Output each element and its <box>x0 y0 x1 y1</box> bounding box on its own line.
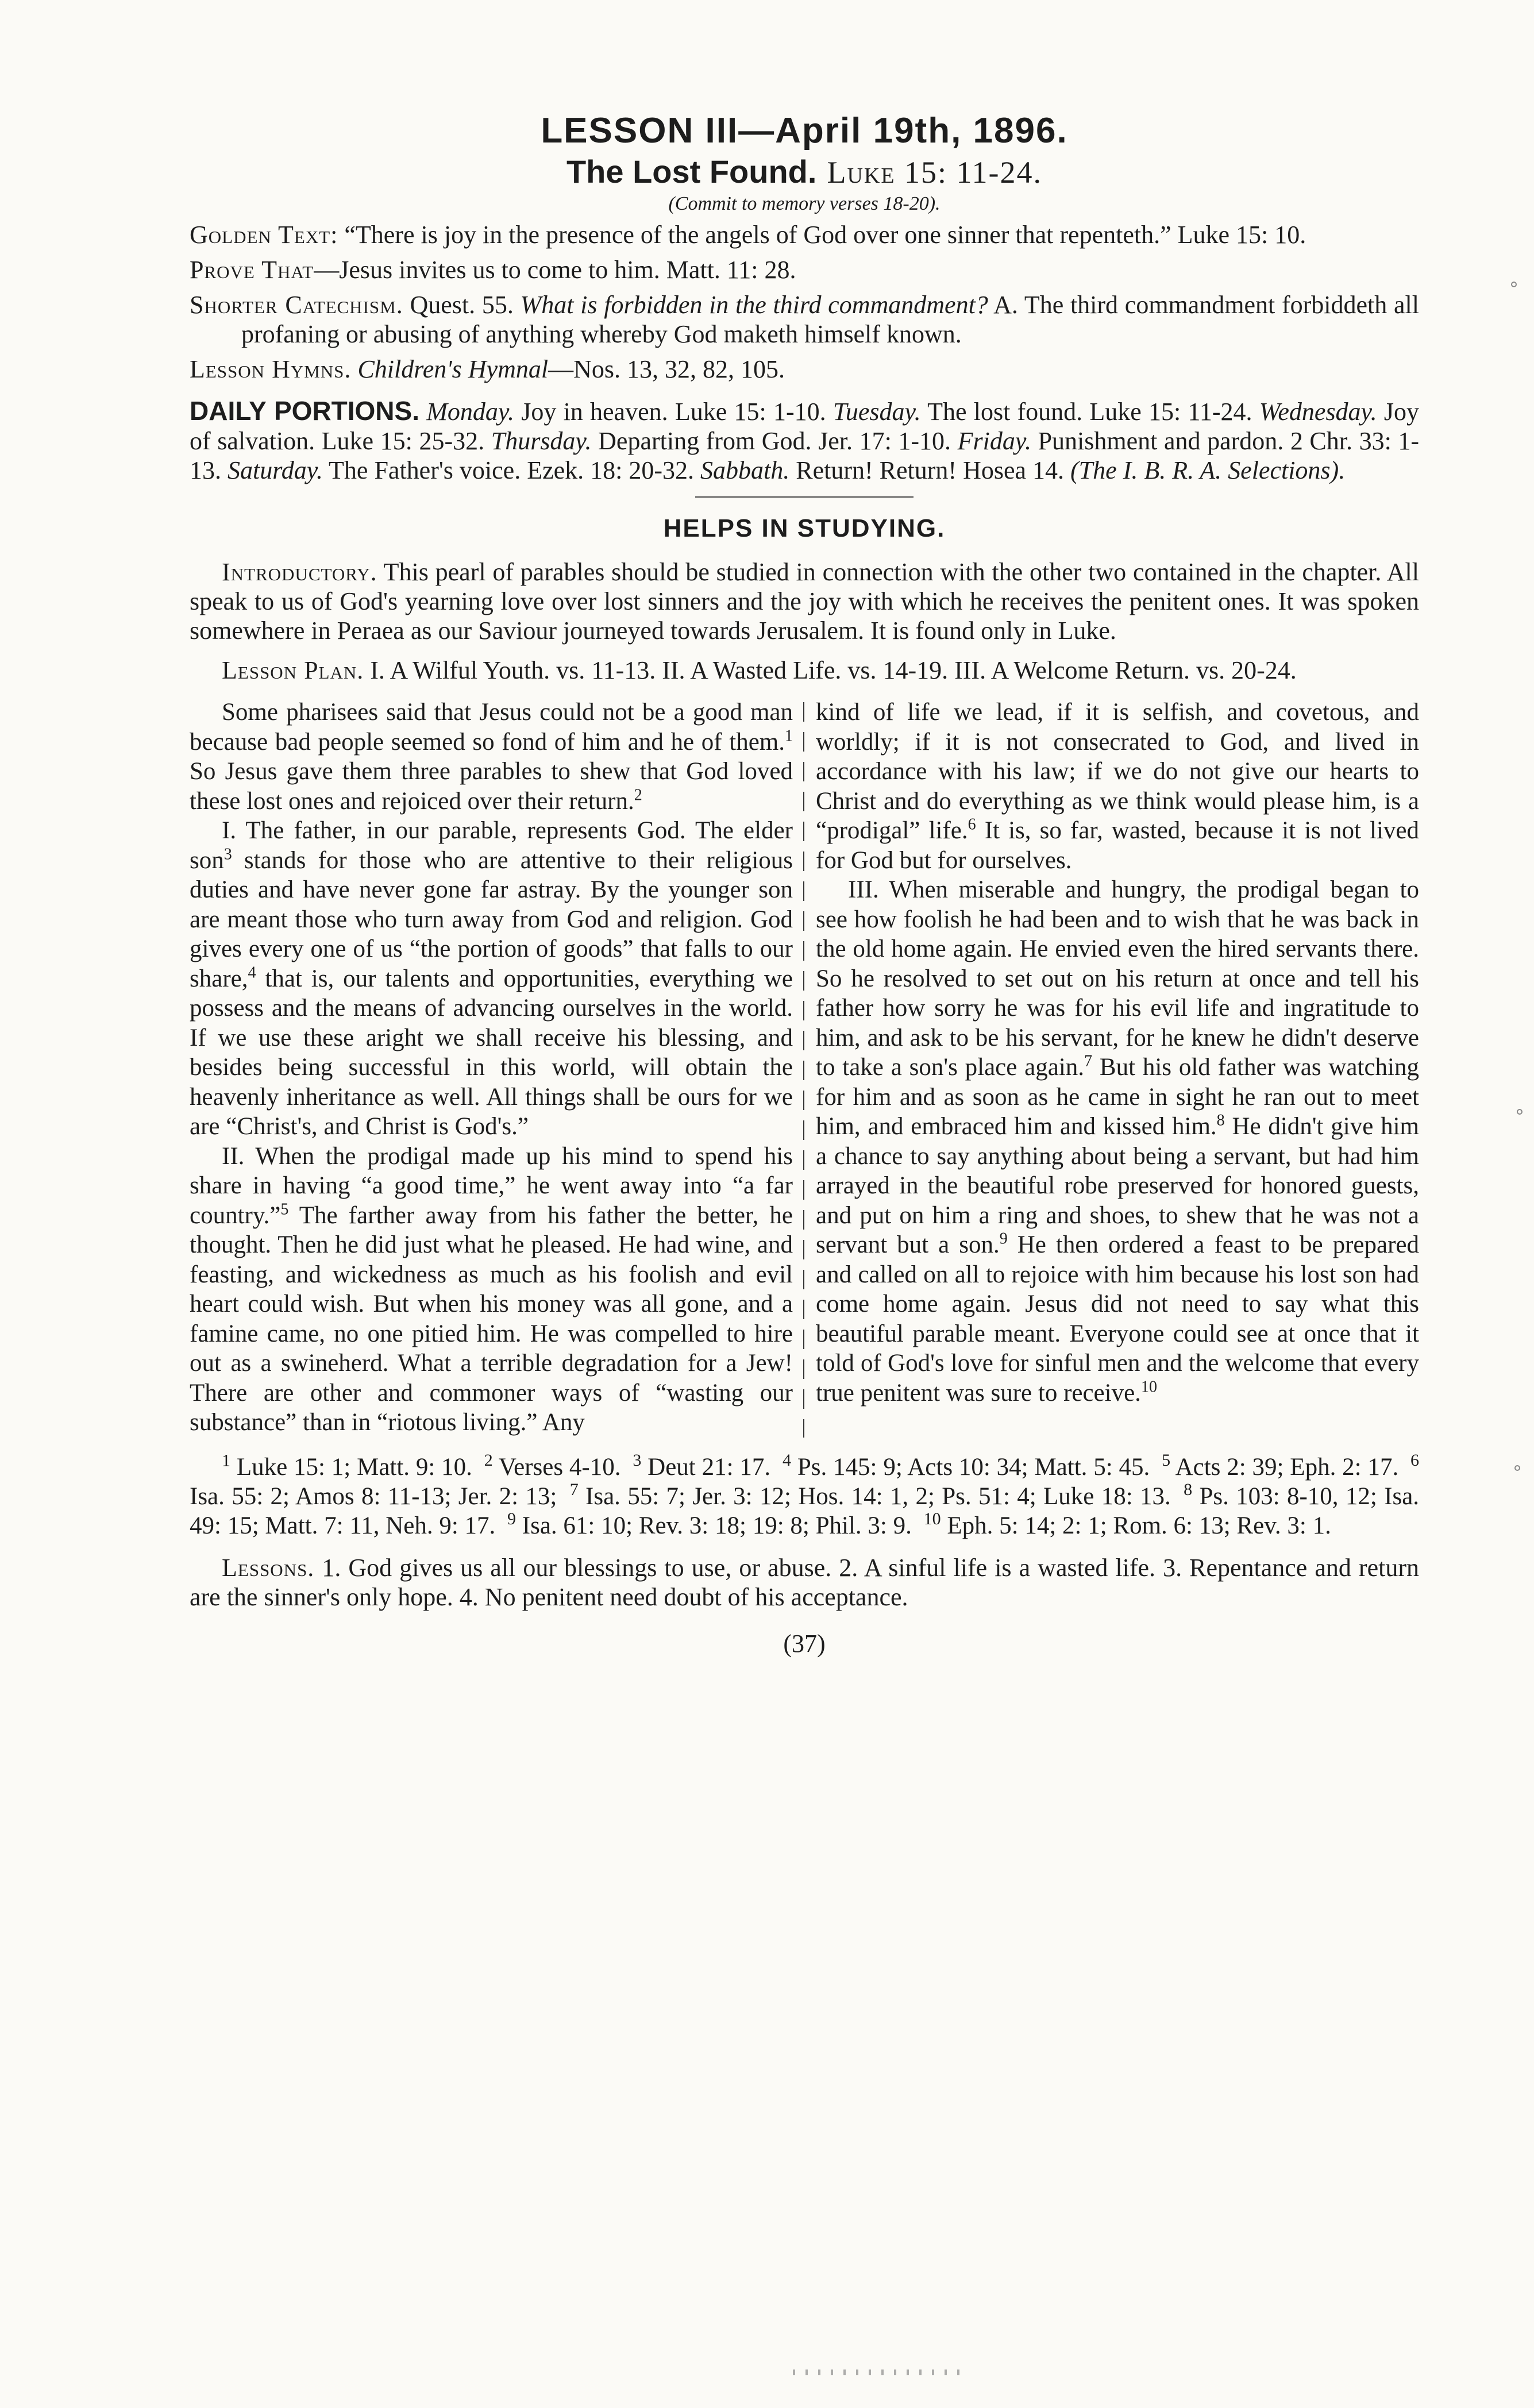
footnote-number: 4 <box>782 1451 791 1470</box>
lessons-label: Lessons. <box>222 1553 315 1582</box>
footnote-ref: 5 <box>280 1200 289 1219</box>
footnote-text: Ps. 145: 9; Acts 10: 34; Matt. 5: 45. <box>797 1453 1150 1481</box>
day-wednesday: Wednesday. <box>1259 398 1377 426</box>
paragraph-text: II. When the prodigal made up his mind to spend his share in having “a good time,” he went away into “a far country.” <box>190 1142 793 1229</box>
margin-speck <box>1511 282 1517 287</box>
lesson-plan <box>190 656 1419 685</box>
footnote-number: 8 <box>1184 1480 1193 1500</box>
footnote-ref: 2 <box>634 786 642 804</box>
paragraph-text: stands for those who are attentive to their religious duties and have never gone far astray. By the younger son are meant those who turn away from God and religion. God gives every one of us “the portion of goods” that falls to our share, <box>190 846 793 992</box>
paragraph-text: He then ordered a feast to be prepared and called on all to rejoice with him because his lost son had come home again. Jesus did not need to say what this beautiful parable meant. Everyone could see at once that it told of God's love for sinful men and the welcome that every true penitent was sure to receive. <box>816 1231 1420 1407</box>
prove-that-label: Prove That <box>190 256 314 284</box>
footnote-text: Isa. 55: 7; Jer. 3: 12; Hos. 14: 1, 2; Ps. 51: 4; Luke 18: 13. <box>585 1482 1171 1510</box>
footnote-number: 3 <box>633 1451 642 1470</box>
footnote-text: Verses 4-10. <box>498 1453 621 1481</box>
prove-that-body: —Jesus invites us to come to him. Matt. 11: 28. <box>314 256 796 284</box>
footnote-ref: 8 <box>1216 1111 1225 1130</box>
lesson-heading: LESSON III—April 19th, 1896. <box>541 111 1068 151</box>
commentary-paragraph <box>816 875 1419 1408</box>
footnote-ref: 7 <box>1084 1052 1093 1070</box>
footnote-text: Eph. 5: 14; 2: 1; Rom. 6: 13; Rev. 3: 1. <box>947 1512 1331 1539</box>
daily-portions-label: DAILY PORTIONS. <box>190 396 419 426</box>
footnote-text: Ps. 103: 8-10, 12; Isa. 49: 15; Matt. 7: 11, Neh. 9: 17. <box>190 1482 1420 1539</box>
margin-speck <box>1517 1109 1523 1115</box>
footnote-number: 6 <box>1410 1451 1420 1470</box>
catechism-question: What is forbidden in the third commandment? <box>520 291 988 319</box>
selections-source: (The I. B. R. A. Selections). <box>1070 456 1346 484</box>
footnote-number: 9 <box>507 1509 517 1529</box>
commentary-paragraph <box>190 1142 793 1438</box>
footnote-text: Deut 21: 17. <box>647 1453 771 1481</box>
monday-reading: Joy in heaven. Luke 15: 1-10. <box>521 398 826 426</box>
catechism-label: Shorter Catechism. <box>190 291 403 319</box>
helps-heading: HELPS IN STUDYING. <box>663 514 946 542</box>
footnote-ref: 10 <box>1140 1378 1157 1396</box>
right-column <box>816 698 1419 1438</box>
catechism-answer: A. The third commandment forbiddeth all profaning or abusing of anything whereby God maketh himself known. <box>241 291 1419 348</box>
thursday-reading: Departing from God. Jer. 17: 1-10. <box>598 427 951 455</box>
scan-specks <box>793 2370 965 2375</box>
day-thursday: Thursday. <box>491 427 592 455</box>
footnote-text: Isa. 61: 10; Rev. 3: 18; 19: 8; Phil. 3: 9. <box>522 1512 912 1539</box>
hymn-numbers: —Nos. 13, 32, 82, 105. <box>548 355 785 383</box>
page-number: (37) <box>783 1629 826 1658</box>
commentary-paragraph <box>190 698 793 816</box>
commentary-columns <box>190 698 1419 1438</box>
paragraph-text: He didn't give him a chance to say anything about being a servant, but had him arrayed in the beautiful robe preserved for honored guests, and put on him a ring and shoes, to shew that he was not a servant but a son. <box>816 1113 1419 1258</box>
introductory <box>190 557 1419 645</box>
paragraph-text: It is, so far, wasted, because it is not lived for God but for ourselves. <box>816 817 1419 874</box>
scripture-reference: Luke 15: 11-24. <box>827 155 1043 190</box>
paragraph-text: But his old father was watching for him and as soon as he came in sight he ran out to meet him, and embraced him and kissed him. <box>816 1054 1419 1140</box>
paragraph-text: The farther away from his father the better, he thought. Then he did just what he pleased. He had wine, and feasting, and wickedness as much as his foolish and evil heart could wish. But when his money was all gone, and a famine came, no one pitied him. He was compelled to hire out as a swineherd. What a terrible degradation for a Jew! There are other and commoner ways of “wasting our substance” than in “riotous living.” Any <box>190 1201 793 1436</box>
footnote-text: Luke 15: 1; Matt. 9: 10. <box>236 1453 472 1481</box>
column-rule <box>803 702 804 1438</box>
tuesday-reading: The lost found. Luke 15: 11-24. <box>927 398 1252 426</box>
prove-that <box>190 255 1419 284</box>
footnote-number: 2 <box>484 1451 493 1470</box>
lesson-plan-body: I. A Wilful Youth. vs. 11-13. II. A Wasted Life. vs. 14-19. III. A Welcome Return. vs. 20-24. <box>370 656 1297 684</box>
lessons <box>190 1553 1419 1612</box>
section-divider <box>695 496 914 498</box>
day-monday: Monday. <box>426 398 514 426</box>
footnote-number: 7 <box>569 1480 579 1500</box>
lessons-body: 1. God gives us all our blessings to use, or abuse. 2. A sinful life is a wasted life. 3. Repentance and return are the sinner's only hope. 4. No penitent need doubt of his acceptance. <box>190 1553 1419 1611</box>
paragraph-text: III. When miserable and hungry, the prodigal began to see how foolish he had been and to wish that he was back in the old home again. He envied even the hired servants there. So he resolved to set out on his return at once and tell his father how sorry he was for his evil life and ingratitude to him, and ask to be his servant, for he knew he didn't deserve to take a son's place again. <box>816 876 1419 1081</box>
day-tuesday: Tuesday. <box>832 398 921 426</box>
lesson-hymns <box>190 355 1419 384</box>
day-friday: Friday. <box>957 427 1031 455</box>
commentary-paragraph <box>190 816 793 1142</box>
footnote-number: 1 <box>222 1451 230 1470</box>
lesson-page <box>190 109 1419 1660</box>
catechism-quest: Quest. 55. <box>410 291 514 319</box>
golden-text-body: “There is joy in the presence of the angels of God over one sinner that repenteth.” Luke 15: 10. <box>344 221 1306 249</box>
footnote-number: 10 <box>923 1509 941 1529</box>
saturday-reading: The Father's voice. Ezek. 18: 20-32. <box>329 456 695 484</box>
paragraph-text: I. The father, in our parable, represents God. The elder son <box>190 817 793 874</box>
footnote-text: Isa. 55: 2; Amos 8: 11-13; Jer. 2: 13; <box>190 1482 557 1510</box>
hymnal-name: Children's Hymnal <box>357 355 549 383</box>
shorter-catechism <box>190 290 1419 349</box>
day-sabbath: Sabbath. <box>700 456 790 484</box>
wednesday-reading: Joy of salvation. Luke 15: 25-32. <box>190 398 1420 455</box>
footnote-text: Acts 2: 39; Eph. 2: 17. <box>1175 1453 1399 1481</box>
footnote-ref: 4 <box>248 964 256 982</box>
margin-speck <box>1514 1465 1520 1471</box>
lesson-plan-label: Lesson Plan. <box>222 656 364 684</box>
memory-verses-note: (Commit to memory verses 18-20). <box>668 193 941 214</box>
friday-reading: Punishment and pardon. 2 Chr. 33: 1-13. <box>190 427 1420 484</box>
paragraph-text: kind of life we lead, if it is selfish, and covetous, and worldly; if it is not consecrated to God, and lived in accordance with his law; if we do not give our hearts to Christ and do everything as we think would please him, is a “prodigal” life. <box>816 699 1419 844</box>
footnote-ref: 9 <box>999 1230 1008 1248</box>
hymns-label: Lesson Hymns. <box>190 355 352 383</box>
introductory-body: This pearl of parables should be studied in connection with the other two contained in the chapter. All speak to us of God's yearning love over lost sinners and the joy with which he receives the penitent ones. It was spoken somewhere in Peraea as our Saviour journeyed towards Jerusalem. It is found only in Luke. <box>190 558 1419 645</box>
footnote-ref: 3 <box>223 845 232 864</box>
footnotes <box>190 1452 1419 1540</box>
lesson-title: The Lost Found. <box>566 153 817 190</box>
footnote-ref: 1 <box>785 727 793 745</box>
daily-portions <box>190 396 1419 485</box>
introductory-label: Introductory. <box>222 558 377 586</box>
commentary-paragraph <box>816 698 1419 875</box>
golden-text-label: Golden Text: <box>190 221 338 249</box>
paragraph-text: Some pharisees said that Jesus could not be a good man because bad people seemed so fond of him and he of them. <box>190 699 793 756</box>
paragraph-text: that is, our talents and opportunities, everything we possess and the means of advancing ourselves in the world. If we use these aright we shall receive his blessing, and besides being successful in this world, will obtain the heavenly inheritance as well. All things shall be ours for we are “Christ's, and Christ is God's.” <box>190 965 793 1140</box>
sabbath-reading: Return! Return! Hosea 14. <box>796 456 1065 484</box>
lesson-title-line <box>190 153 1419 191</box>
footnote-ref: 6 <box>968 815 976 834</box>
golden-text <box>190 220 1419 249</box>
day-saturday: Saturday. <box>228 456 323 484</box>
footnote-number: 5 <box>1162 1451 1171 1470</box>
paragraph-text: So Jesus gave them three parables to shew that God loved these lost ones and rejoiced over their return. <box>190 758 793 815</box>
left-column <box>190 698 793 1438</box>
